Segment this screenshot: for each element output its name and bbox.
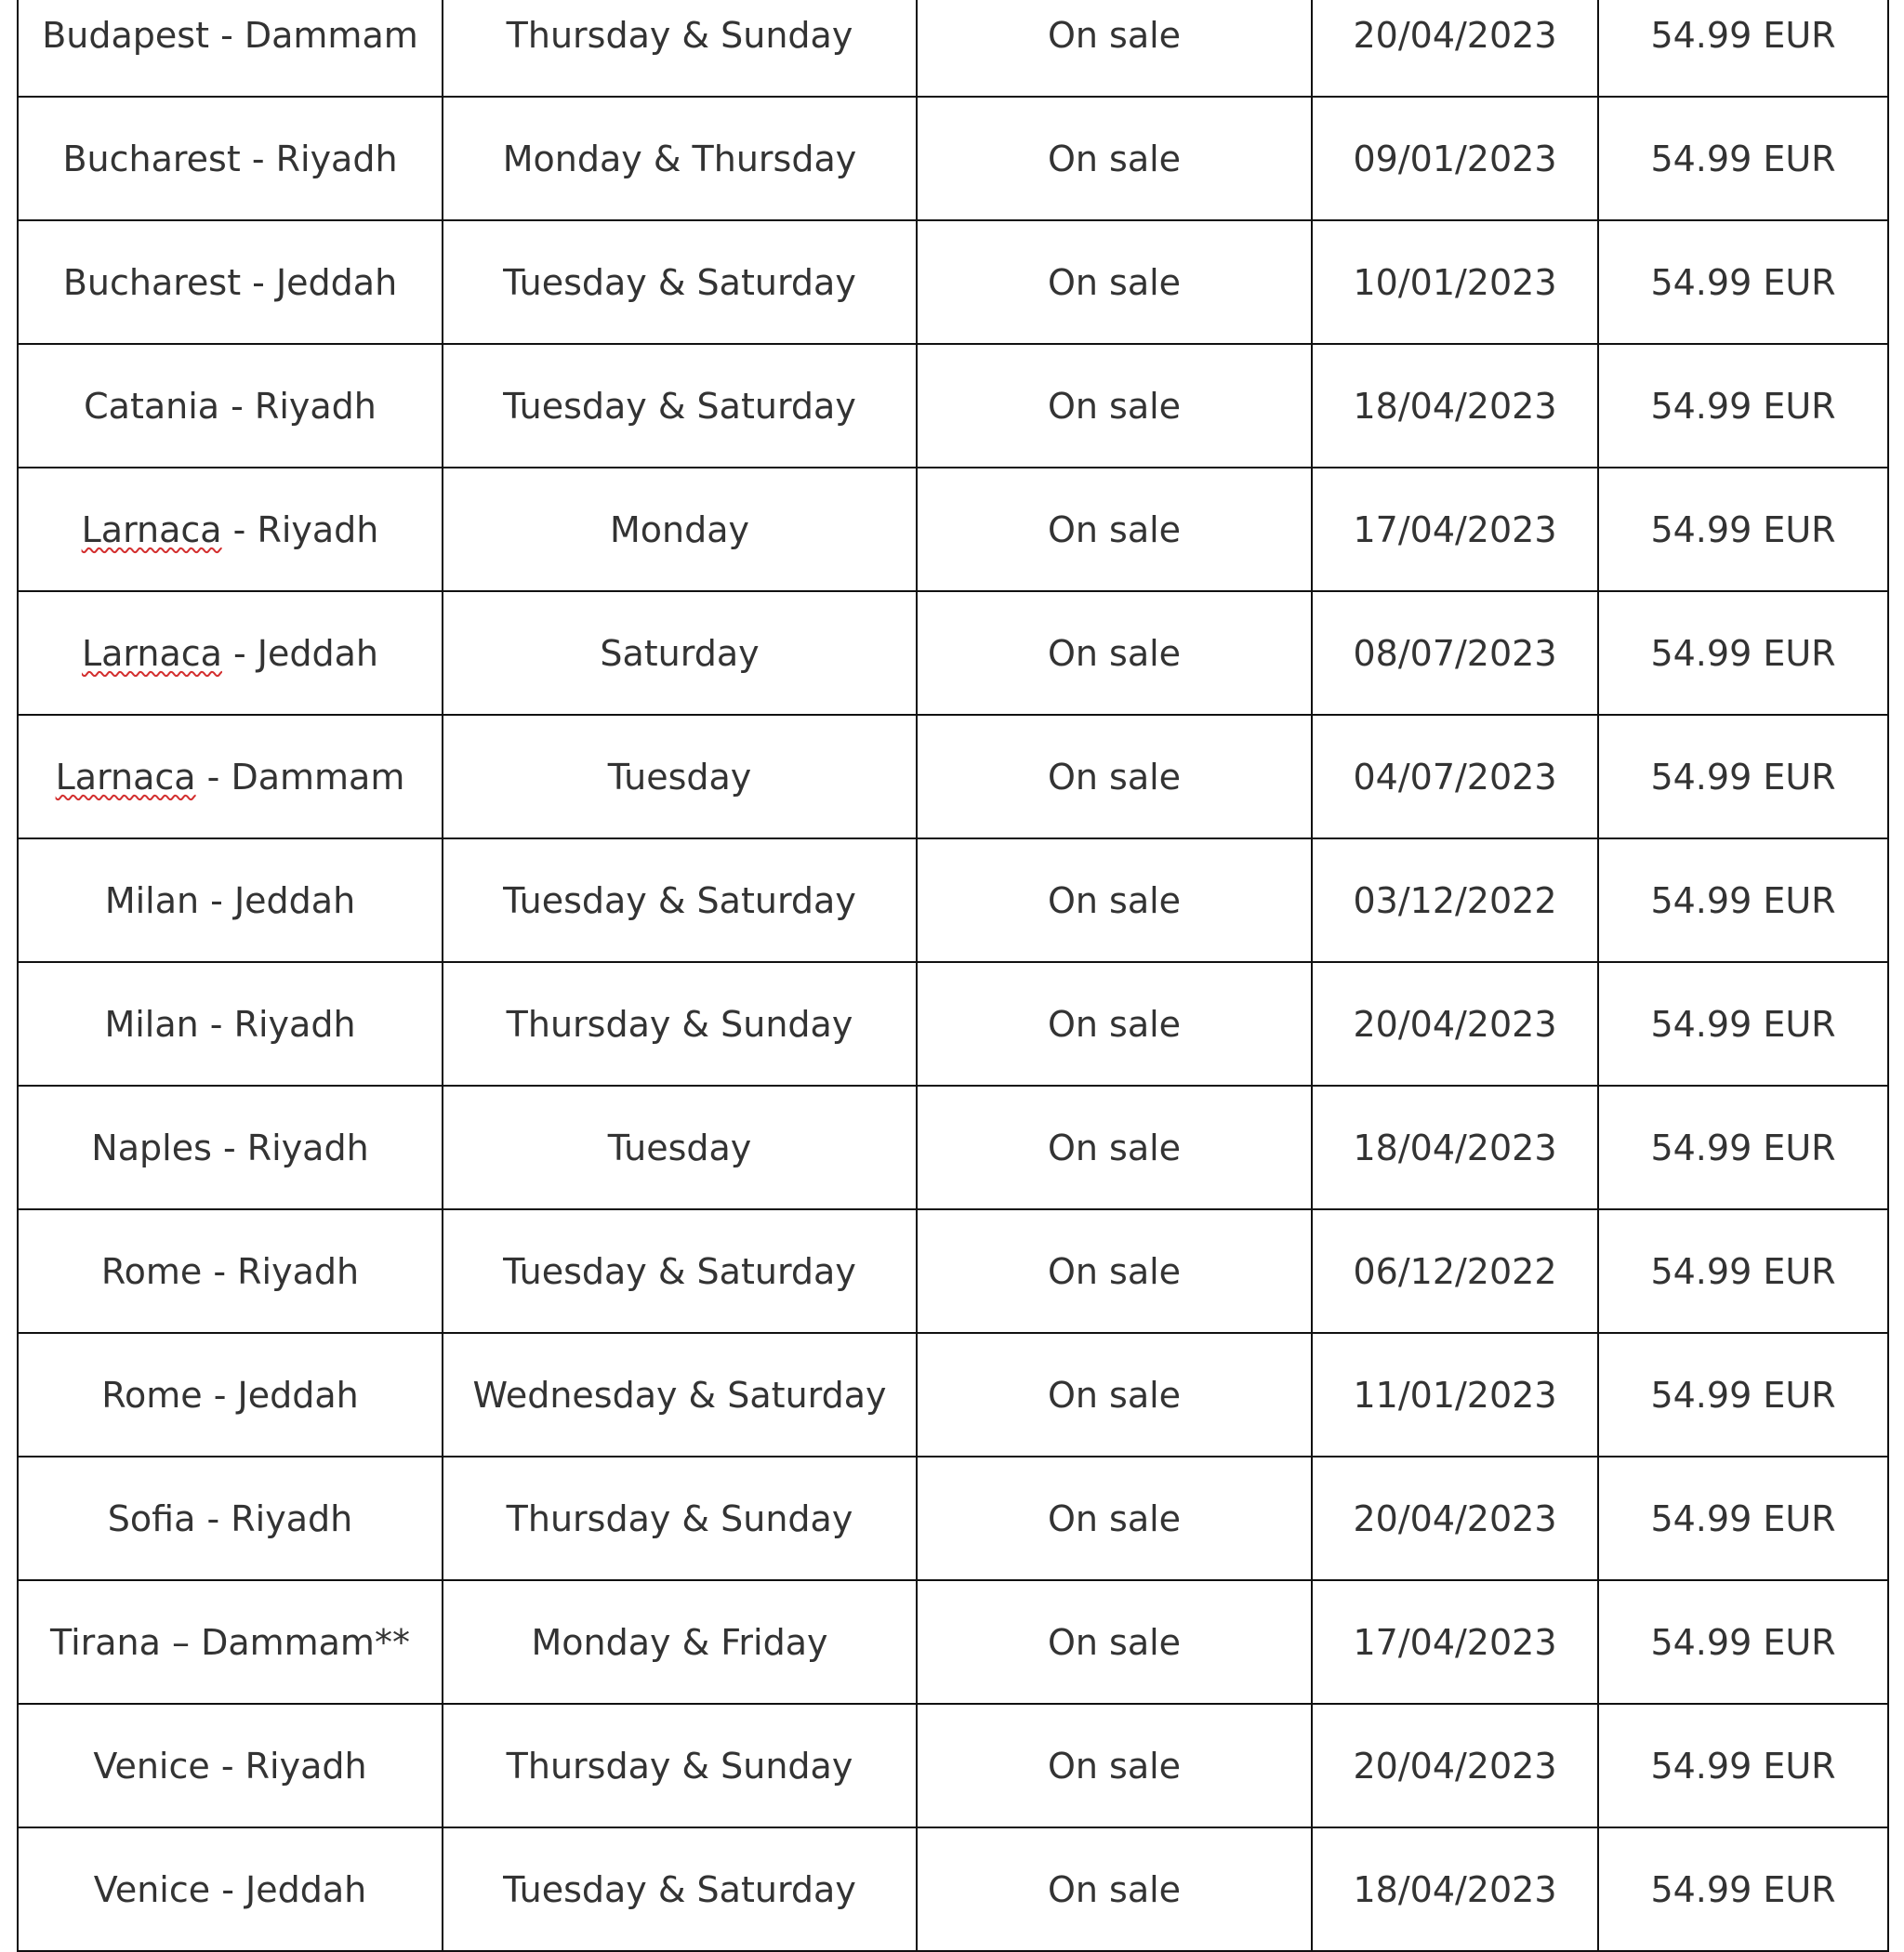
days-cell: Thursday & Sunday [443,1457,917,1580]
route-destination: - Dammam [195,756,405,798]
route-cell: Rome - Riyadh [18,1209,443,1333]
route-destination: - Riyadh [221,508,379,550]
route-cell: Sofia - Riyadh [18,1457,443,1580]
date-cell: 20/04/2023 [1312,1457,1598,1580]
status-cell: On sale [917,1333,1312,1457]
route-table-container [17,0,1887,1952]
days-cell: Thursday & Sunday [443,1704,917,1827]
route-cell: Rome - Jeddah [18,1333,443,1457]
status-cell: On sale [917,1086,1312,1209]
table-row [18,0,1888,97]
route-cell: Tirana – Dammam** [18,1580,443,1704]
status-cell: On sale [917,1704,1312,1827]
days-cell: Tuesday [443,1086,917,1209]
route-cell: Catania - Riyadh [18,344,443,468]
days-cell: Monday & Friday [443,1580,917,1704]
table-row [18,468,1888,591]
date-cell: 18/04/2023 [1312,344,1598,468]
table-row [18,715,1888,838]
date-cell: 10/01/2023 [1312,220,1598,344]
route-cell: Milan - Jeddah [18,838,443,962]
table-row [18,1704,1888,1827]
status-cell: On sale [917,1580,1312,1704]
table-row [18,1580,1888,1704]
date-cell: 17/04/2023 [1312,468,1598,591]
date-cell: 20/04/2023 [1312,0,1598,97]
days-cell: Tuesday [443,715,917,838]
route-cell: Venice - Jeddah [18,1827,443,1951]
price-cell: 54.99 EUR [1598,344,1888,468]
table-row [18,220,1888,344]
status-cell: On sale [917,1209,1312,1333]
table-row [18,1333,1888,1457]
days-cell: Tuesday & Saturday [443,838,917,962]
table-row [18,1827,1888,1951]
status-cell: On sale [917,962,1312,1086]
table-row [18,1209,1888,1333]
date-cell: 11/01/2023 [1312,1333,1598,1457]
route-origin-misspelled: Larnaca [81,632,222,674]
status-cell: On sale [917,468,1312,591]
route-cell: Naples - Riyadh [18,1086,443,1209]
date-cell: 18/04/2023 [1312,1086,1598,1209]
table-row [18,838,1888,962]
date-cell: 03/12/2022 [1312,838,1598,962]
status-cell: On sale [917,715,1312,838]
days-cell: Tuesday & Saturday [443,1209,917,1333]
days-cell: Monday & Thursday [443,97,917,220]
table-row [18,344,1888,468]
status-cell: On sale [917,97,1312,220]
route-origin-misspelled: Larnaca [55,756,196,798]
route-cell: Venice - Riyadh [18,1704,443,1827]
price-cell: 54.99 EUR [1598,1209,1888,1333]
status-cell: On sale [917,1827,1312,1951]
days-cell: Monday [443,468,917,591]
days-cell: Tuesday & Saturday [443,1827,917,1951]
route-cell: Bucharest - Riyadh [18,97,443,220]
table-row [18,1086,1888,1209]
route-cell: Bucharest - Jeddah [18,220,443,344]
days-cell: Thursday & Sunday [443,962,917,1086]
date-cell: 20/04/2023 [1312,962,1598,1086]
route-cell [18,468,443,591]
days-cell: Tuesday & Saturday [443,220,917,344]
route-table-body [18,0,1888,1951]
days-cell: Tuesday & Saturday [443,344,917,468]
status-cell: On sale [917,344,1312,468]
route-table [17,0,1889,1952]
date-cell: 18/04/2023 [1312,1827,1598,1951]
days-cell: Wednesday & Saturday [443,1333,917,1457]
status-cell: On sale [917,591,1312,715]
status-cell: On sale [917,1457,1312,1580]
price-cell: 54.99 EUR [1598,220,1888,344]
price-cell: 54.99 EUR [1598,962,1888,1086]
route-destination: - Jeddah [221,632,379,674]
table-row [18,1457,1888,1580]
price-cell: 54.99 EUR [1598,591,1888,715]
price-cell: 54.99 EUR [1598,1086,1888,1209]
status-cell: On sale [917,220,1312,344]
price-cell: 54.99 EUR [1598,1580,1888,1704]
price-cell: 54.99 EUR [1598,0,1888,97]
date-cell: 08/07/2023 [1312,591,1598,715]
price-cell: 54.99 EUR [1598,1457,1888,1580]
days-cell: Saturday [443,591,917,715]
route-cell: Milan - Riyadh [18,962,443,1086]
route-cell [18,591,443,715]
price-cell: 54.99 EUR [1598,97,1888,220]
date-cell: 06/12/2022 [1312,1209,1598,1333]
route-origin-misspelled: Larnaca [81,508,222,550]
price-cell: 54.99 EUR [1598,715,1888,838]
table-row [18,97,1888,220]
date-cell: 09/01/2023 [1312,97,1598,220]
days-cell: Thursday & Sunday [443,0,917,97]
status-cell: On sale [917,0,1312,97]
price-cell: 54.99 EUR [1598,1333,1888,1457]
route-cell [18,715,443,838]
date-cell: 17/04/2023 [1312,1580,1598,1704]
date-cell: 04/07/2023 [1312,715,1598,838]
date-cell: 20/04/2023 [1312,1704,1598,1827]
price-cell: 54.99 EUR [1598,838,1888,962]
status-cell: On sale [917,838,1312,962]
price-cell: 54.99 EUR [1598,468,1888,591]
table-row [18,591,1888,715]
price-cell: 54.99 EUR [1598,1704,1888,1827]
route-cell: Budapest - Dammam [18,0,443,97]
price-cell: 54.99 EUR [1598,1827,1888,1951]
table-row [18,962,1888,1086]
